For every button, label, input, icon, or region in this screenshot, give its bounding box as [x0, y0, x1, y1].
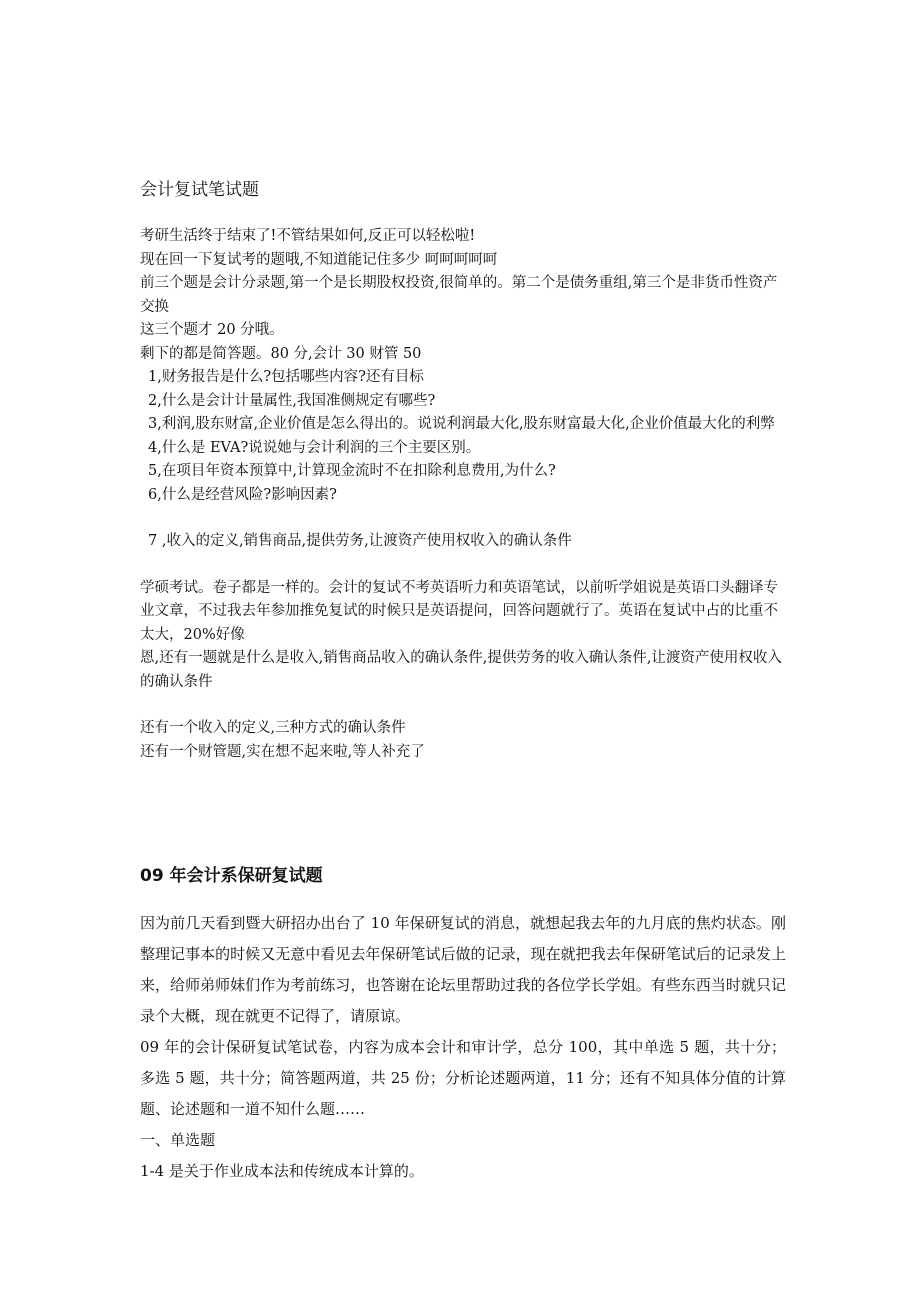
paragraph: 剩下的都是简答题。80 分,会计 30 财管 50: [140, 345, 422, 362]
paragraph: 还有一个收入的定义,三种方式的确认条件: [140, 720, 406, 736]
question-item: 7 ,收入的定义,销售商品,提供劳务,让渡资产使用权收入的确认条件: [148, 533, 572, 549]
question-item: 2,什么是会计计量属性,我国准侧规定有哪些?: [148, 392, 436, 409]
question-item: 6,什么是经营风险?影响因素?: [148, 486, 337, 503]
paragraph: 考研生活终于结束了!不管结果如何,反正可以轻松啦!: [140, 228, 476, 244]
question-item: 1,财务报告是什么?包括哪些内容?还有目标: [148, 369, 424, 385]
question-item: 3,利润,股东财富,企业价值是怎么得出的。说说利润最大化,股东财富最大化,企业价值最大化的利弊: [148, 416, 775, 432]
paragraph: 学硕考试。卷子都是一样的。会计的复试不考英语听力和英语笔试，以前听学姐说是英语口头翻译专业文章，不过我去年参加推免复试的时候只是英语提问，回答问题就行了。英语在复试中占的比重不太大，20%好像: [140, 579, 778, 643]
doc-title-2009-retest: 09 年会计系保研复试题: [140, 866, 323, 886]
question-item: 5,在项目年资本预算中,计算现金流时不在扣除利息费用,为什么?: [148, 463, 556, 479]
section-retest-notes: [140, 225, 790, 764]
paragraph: 前三个题是会计分录题,第一个是长期股权投资,很简单的。第二个是债务重组,第三个是非货币性资产交换: [140, 275, 778, 315]
paragraph: 还有一个财管题,实在想不起来啦,等人补充了: [140, 743, 425, 760]
paragraph: 现在回一下复试考的题哦,不知道能记住多少 呵呵呵呵呵: [140, 251, 498, 268]
paragraph: 恩,还有一题就是什么是收入,销售商品收入的确认条件,提供劳务的收入确认条件,让渡资产使用权收入的确认条件: [140, 650, 782, 690]
paragraph: 这三个题才 20 分哦。: [140, 322, 284, 338]
paragraph: 一、单选题: [140, 1131, 216, 1149]
paragraph: 09 年的会计保研复试笔试卷，内容为成本会计和审计学，总分 100，其中单选 5 题，共十分；多选 5 题，共十分；简答题两道，共 25 份；分析论述题两道，11 分；还有不知具体分值的计算题、论述题和一道不知什么题……: [140, 1038, 786, 1118]
question-item: 4,什么是 EVA?说说她与会计利润的三个主要区别。: [148, 439, 481, 456]
doc-title-accounting-retest: 会计复试笔试题: [140, 180, 259, 200]
paragraph: 1-4 是关于作业成本法和传统成本计算的。: [140, 1162, 424, 1180]
section-2009-retest: [140, 908, 786, 1187]
paragraph: 因为前几天看到暨大研招办出台了 10 年保研复试的消息，就想起我去年的九月底的焦灼状态。刚整理记事本的时候又无意中看见去年保研笔试后做的记录，现在就把我去年保研笔试后的记录发上来，给师弟师妹们作为考前练习，也答谢在论坛里帮助过我的各位学长学姐。有些东西当时就只记录个大概，现在就更不记得了，请原谅。: [140, 914, 786, 1025]
